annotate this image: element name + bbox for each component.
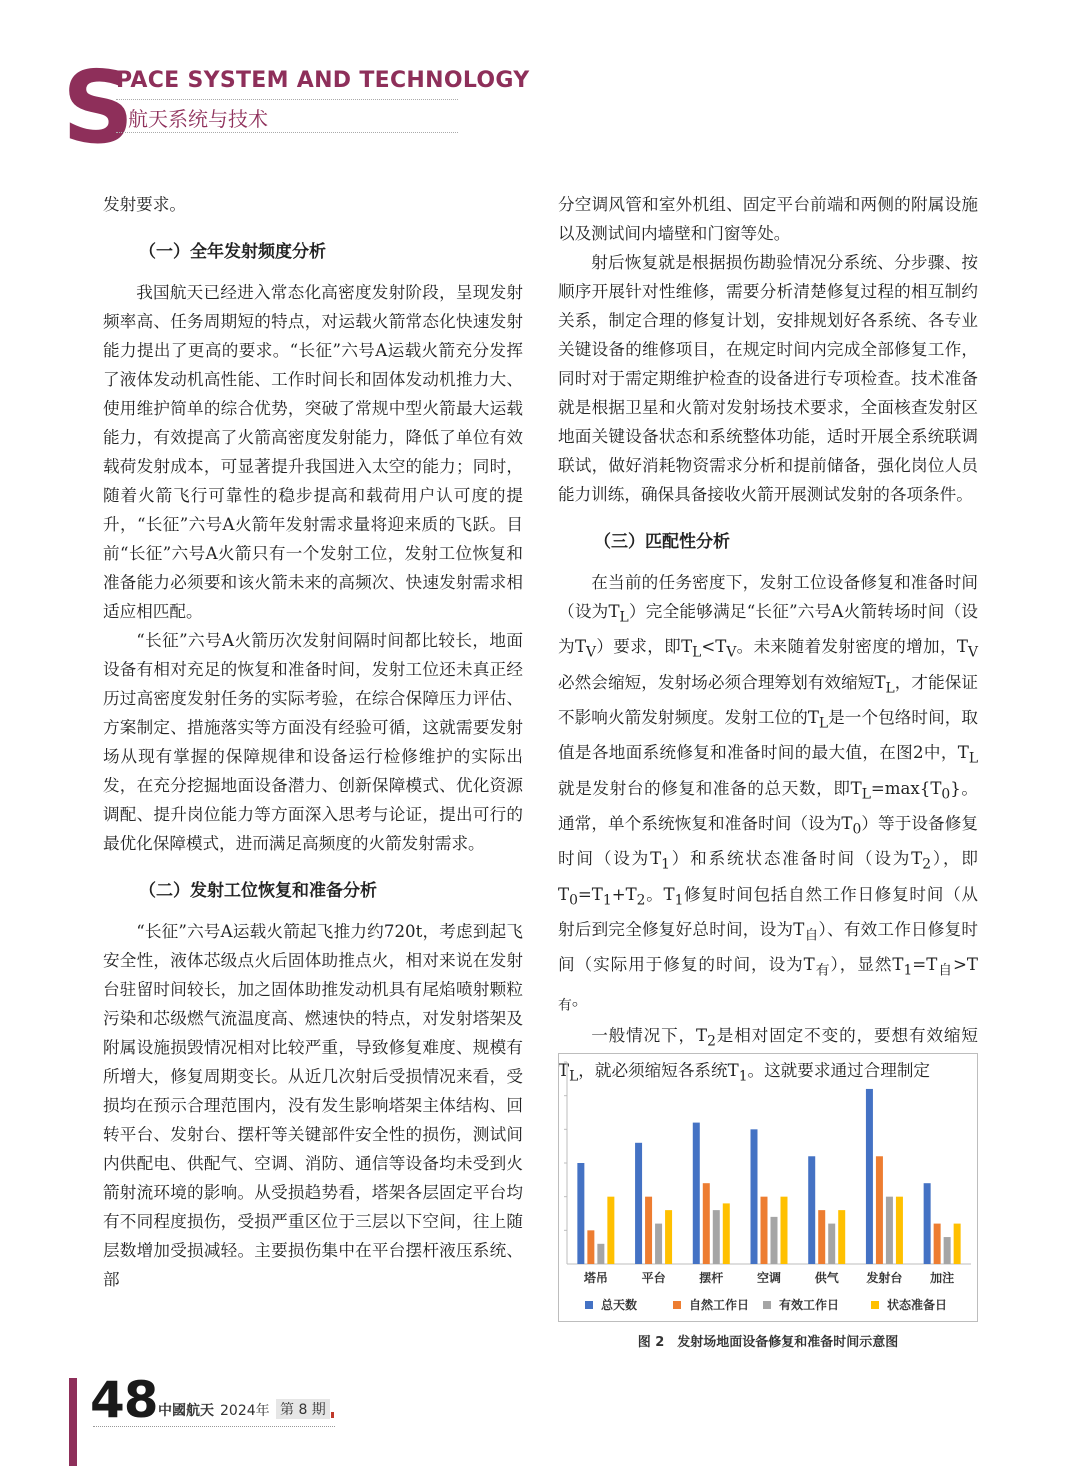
- paragraph: 我国航天已经进入常态化高密度发射阶段，呈现发射频率高、任务周期短的特点，对运载火箭常态化快速发射能力提出了更高的要求。“长征”六号A运载火箭充分发挥了液体发动机高性能、工作时间长和固体发动机推力大、使用维护简单的综合优势，突破了常规中型火箭最大运载能力，有效提高了火箭高密度发射能力，降低了单位有效载荷发射成本，可显著提升我国进入太空的能力；同时，随着火箭飞行可靠性的稳步提高和载荷用户认可度的提升，“长征”六号A火箭年发射需求量将迎来质的飞跃。目前“长征”六号A火箭只有一个发射工位，发射工位恢复和准备能力必须要和该火箭未来的高频次、快速发射需求相适应相匹配。: [103, 283, 523, 621]
- x-tick-label: 平台: [641, 1271, 666, 1285]
- footer-year: 2024年: [220, 1403, 270, 1419]
- legend-item: [673, 1296, 749, 1313]
- bar-有效工作日-加注: [944, 1237, 951, 1264]
- figure-caption: 图 2 发射场地面设备修复和准备时间示意图: [637, 1335, 899, 1350]
- footer-divider: [93, 1426, 335, 1427]
- bar-总天数-空调: [751, 1129, 758, 1264]
- bar-有效工作日-供气: [828, 1224, 835, 1264]
- bar-状态准备日-摆杆: [723, 1203, 730, 1264]
- x-tick-label: 加注: [930, 1271, 955, 1285]
- bar-有效工作日-空调: [771, 1217, 778, 1264]
- left-column: [103, 190, 523, 1294]
- header-divider: [116, 99, 458, 100]
- legend-item: [763, 1296, 839, 1313]
- bar-总天数-加注: [924, 1183, 931, 1264]
- paragraph: 发射要求。: [103, 195, 186, 214]
- bar-自然工作日-供气: [818, 1210, 825, 1264]
- bar-总天数-供气: [808, 1156, 815, 1264]
- legend-swatch: [673, 1301, 681, 1309]
- bar-状态准备日-平台: [665, 1210, 672, 1264]
- legend-swatch: [871, 1301, 879, 1309]
- legend-label: 有效工作日: [779, 1298, 840, 1312]
- section-heading: （三）匹配性分析: [594, 532, 730, 552]
- bar-状态准备日-塔吊: [607, 1197, 614, 1264]
- header-divider: [116, 132, 458, 133]
- journal-title-cn: 航天系统与技术: [128, 107, 268, 131]
- bar-自然工作日-加注: [934, 1224, 941, 1264]
- journal-logo-s: S: [62, 49, 135, 166]
- legend-label: 总天数: [601, 1298, 638, 1312]
- paragraph: 射后恢复就是根据损伤勘验情况分系统、分步骤、按顺序开展针对性维修，需要分析清楚修复过程的相互制约关系，制定合理的修复计划，安排规划好各系统、各专业关键设备的维修项目，在规定时间内完成全部修复工作，同时对于需定期维护检查的设备进行专项检查。技术准备就是根据卫星和火箭对发射场技术要求，全面核查发射区地面关键设备状态和系统整体功能，适时开展全系统联调联试，做好消耗物资需求分析和提前储备，强化岗位人员能力训练，确保具备接收火箭开展测试发射的各项条件。: [558, 253, 978, 504]
- bar-总天数-平台: [635, 1143, 642, 1264]
- bar-状态准备日-加注: [954, 1224, 961, 1264]
- legend-label: 状态准备日: [887, 1298, 948, 1312]
- bar-总天数-发射台: [866, 1089, 873, 1264]
- legend-swatch: [763, 1301, 771, 1309]
- bar-总天数-摆杆: [693, 1123, 700, 1264]
- section-heading: （一）全年发射频度分析: [139, 242, 326, 262]
- section-heading: （二）发射工位恢复和准备分析: [139, 881, 377, 901]
- bar-有效工作日-平台: [655, 1224, 662, 1264]
- x-tick-label: 摆杆: [699, 1271, 724, 1285]
- x-tick-label: 塔吊: [583, 1271, 608, 1285]
- bar-自然工作日-发射台: [876, 1156, 883, 1264]
- bar-自然工作日-空调: [761, 1197, 768, 1264]
- bar-自然工作日-平台: [645, 1197, 652, 1264]
- paragraph: “长征”六号A火箭历次发射间隔时间都比较长，地面设备有相对充足的恢复和准备时间，发射工位还未真正经历过高密度发射任务的实际考验，在综合保障压力评估、方案制定、措施落实等方面没有经验可循，这就需要发射场从现有掌握的保障规律和设备运行检修维护的实际出发，在充分挖掘地面设备潜力、创新保障模式、优化资源调配、提升岗位能力等方面深入思考与论证，提出可行的最优化保障模式，进而满足高频度的火箭发射需求。: [103, 631, 523, 853]
- bar-有效工作日-发射台: [886, 1197, 893, 1264]
- footer-journal-name: 中國航天: [158, 1403, 214, 1419]
- paragraph: “长征”六号A运载火箭起飞推力约720t，考虑到起飞安全性，液体芯级点火后固体助推点火，相对来说在发射台驻留时间较长，加之固体助推发动机具有尾焰喷射颗粒污染和芯级燃气流温度高、燃速快的特点，对发射塔架及附属设施损毁情况相对比较严重，导致修复难度、规模有所增大，修复周期变长。从近几次射后受损情况来看，受损均在预示合理范围内，没有发生影响塔架主体结构、回转平台、发射台、摆杆等关键部件安全性的损伤，测试间内供配电、供配气、空调、消防、通信等设备均未受到火箭射流环境的影响。从受损趋势看，塔架各层固定平台均有不同程度损伤，受损严重区位于三层以下空间，往上随层数增加受损减轻。主要损伤集中在平台摆杆液压系统、部: [103, 922, 523, 1289]
- legend-label: 自然工作日: [689, 1298, 750, 1312]
- legend-item: [585, 1296, 637, 1313]
- footer-mark: [331, 1412, 334, 1418]
- legend-item: [871, 1296, 947, 1313]
- chart-legend: [559, 1294, 979, 1314]
- x-tick-label: 空调: [756, 1271, 782, 1285]
- x-tick-label: 供气: [814, 1271, 839, 1285]
- footer-accent-bar: [69, 1378, 77, 1466]
- bar-总天数-塔吊: [577, 1163, 584, 1264]
- bar-状态准备日-发射台: [896, 1197, 903, 1264]
- page-number: 48: [90, 1371, 158, 1429]
- legend-swatch: [585, 1301, 593, 1309]
- paragraph: 在当前的任务密度下，发射工位设备修复和准备时间（设为$T_L$）完全能够满足“长征”六号A火箭转场时间（设为$T_V$）要求，即$T_L<T_V$。未来随着发射密度的增加，$T_V$必然会缩短，发射场必须合理筹划有效缩短$T_L$，才能保证不影响火箭发射频度。发射工位的$T_L$是一个包络时间，取值是各地面系统修复和准备时间的最大值，在图2中，$T_L$就是发射台的修复和准备的总天数，即$T_L=\max\{T_0\}$。通常，单个系统恢复和准备时间（设为$T_0$）等于设备修复时间（设为$T_1$）和系统状态准备时间（设为$T_2$），即$T_0=T_1+T_2$。$T_1$修复时间包括自然工作日修复时间（从射后到完全修复好总时间，设为$T_自$）、有效工作日修复时间（实际用于修复的时间，设为$T_有$），显然$T_1=T_自>T_有$。: [558, 573, 979, 1014]
- x-tick-label: 发射台: [866, 1271, 903, 1285]
- bar-有效工作日-摆杆: [713, 1210, 720, 1264]
- bar-自然工作日-摆杆: [703, 1183, 710, 1264]
- right-column: [558, 190, 978, 1091]
- bar-自然工作日-塔吊: [587, 1230, 594, 1264]
- paragraph: 一般情况下，$T_2$是相对固定不变的，要想有效缩短$T_L$，就必须缩短各系统$T_1$。这就要求通过合理制定: [558, 1025, 978, 1085]
- bar-有效工作日-塔吊: [597, 1244, 604, 1264]
- bar-状态准备日-空调: [781, 1197, 788, 1264]
- footer-issue: 第 8 期: [276, 1399, 330, 1419]
- bar-状态准备日-供气: [838, 1210, 845, 1264]
- bar-chart: [559, 1054, 977, 1294]
- paragraph: 分空调风管和室外机组、固定平台前端和两侧的附属设施以及测试间内墙壁和门窗等处。: [558, 195, 978, 243]
- figure-2-chart: [558, 1053, 978, 1322]
- journal-title-en: PACE SYSTEM AND TECHNOLOGY: [116, 68, 530, 93]
